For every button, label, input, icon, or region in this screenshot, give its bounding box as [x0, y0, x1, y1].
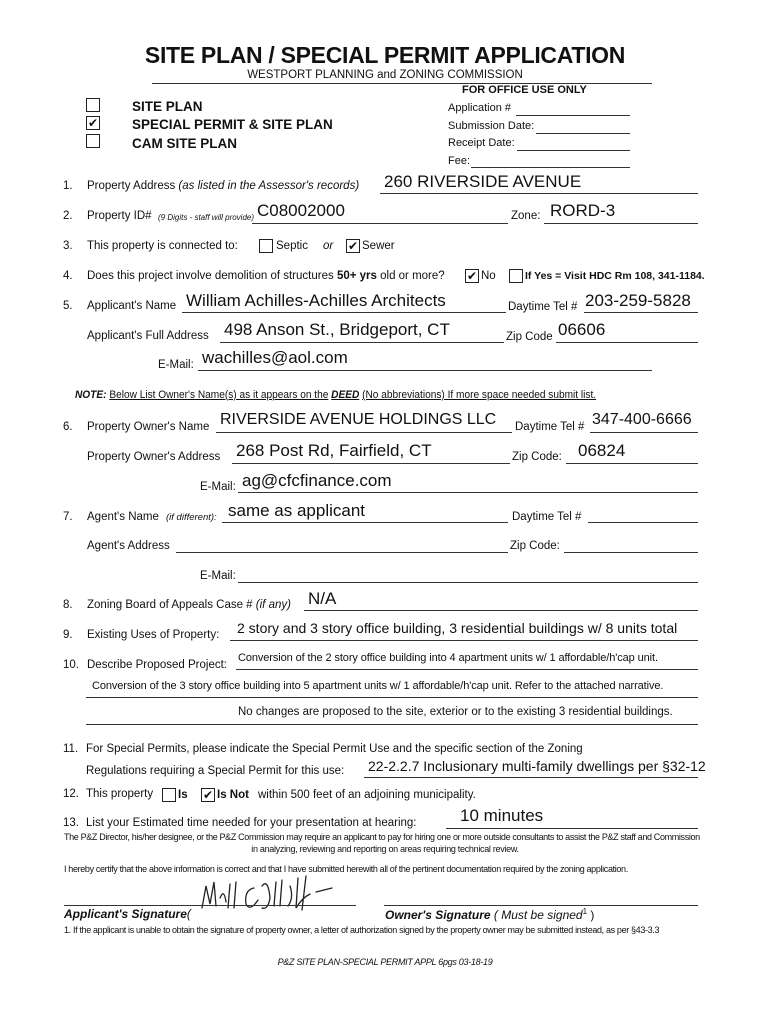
q6-number: 6.	[63, 421, 73, 433]
special-permit-checkbox[interactable]: ✔	[87, 116, 99, 130]
owner-signature-text: Owner's Signature	[385, 908, 491, 922]
demolition-yes-note: If Yes = Visit HDC Rm 108, 341-1184.	[525, 270, 705, 282]
must-be-signed-text: ( Must be signed	[493, 908, 583, 922]
page-title: SITE PLAN / SPECIAL PERMIT APPLICATION	[144, 42, 626, 68]
applicant-zip-field[interactable]	[556, 342, 698, 343]
office-use-label: FOR OFFICE USE ONLY	[462, 84, 587, 96]
applicant-address-value[interactable]: 498 Anson St., Bridgeport, CT	[224, 320, 450, 339]
agent-name-hint: (if different):	[166, 512, 217, 523]
adjoining-isnot-label: Is Not	[217, 789, 249, 801]
zone-label: Zone:	[511, 210, 541, 222]
cam-site-plan-label: CAM SITE PLAN	[132, 136, 238, 151]
applicant-tel-value[interactable]: 203-259-5828	[585, 291, 691, 310]
agent-name-field[interactable]	[222, 522, 508, 523]
consultant-disclaimer-2: in analyzing, reviewing and reporting on areas requiring technical review.	[251, 844, 519, 854]
applicant-email-value[interactable]: wachilles@aol.com	[202, 348, 348, 367]
property-address-hint: (as listed in the Assessor's records)	[178, 180, 360, 192]
q13-number: 13.	[63, 817, 79, 829]
q4-number: 4.	[63, 270, 73, 282]
demolition-question	[87, 270, 445, 282]
agent-email-label: E-Mail:	[200, 570, 236, 582]
property-id-label: Property ID#	[87, 210, 152, 222]
connection-label: This property is connected to:	[87, 240, 238, 252]
q1-number: 1.	[63, 180, 73, 192]
footnote-marker: 1	[582, 907, 588, 916]
owner-zip-label: Zip Code:	[512, 451, 562, 463]
q2-number: 2.	[63, 210, 73, 222]
zba-case-field[interactable]	[304, 610, 698, 611]
receipt-date-label: Receipt Date:	[448, 137, 515, 149]
owner-email-field[interactable]	[238, 492, 698, 493]
proposed-project-line1[interactable]: Conversion of the 2 story office building into 4 apartment units w/ 1 affordable/h'cap unit.	[238, 652, 658, 664]
proposed-project-field-1[interactable]	[236, 669, 698, 670]
agent-address-field[interactable]	[176, 552, 508, 553]
proposed-project-field-3[interactable]	[86, 724, 698, 725]
agent-email-field[interactable]	[238, 582, 698, 583]
owner-email-label: E-Mail:	[200, 481, 236, 493]
fee-label: Fee:	[448, 155, 471, 167]
zone-field[interactable]	[544, 223, 698, 224]
agent-name-value[interactable]: same as applicant	[228, 501, 366, 520]
zba-case-label	[87, 599, 291, 611]
proposed-project-line2[interactable]: Conversion of the 3 story office building into 5 apartment units w/ 1 affordable/h'cap unit. Refer to the attached narrative.	[92, 680, 664, 692]
applicant-name-label: Applicant's Name	[87, 300, 177, 312]
q8-number: 8.	[63, 599, 73, 611]
applicant-zip-label: Zip Code	[506, 331, 553, 343]
application-number-field[interactable]	[516, 115, 630, 116]
applicant-address-label: Applicant's Full Address	[87, 330, 209, 342]
adjoining-is-checkbox[interactable]	[162, 788, 176, 802]
applicant-email-field[interactable]	[198, 370, 652, 371]
agent-zip-field[interactable]	[564, 552, 698, 553]
adjoining-tail: within 500 feet of an adjoining municipality.	[258, 789, 476, 801]
applicant-signature-label: Applicant's Signature(	[64, 907, 191, 921]
septic-checkbox[interactable]	[259, 239, 273, 253]
owner-tel-field[interactable]	[590, 432, 698, 433]
fee-field[interactable]	[471, 167, 630, 168]
sewer-checkbox[interactable]: ✔	[347, 239, 359, 253]
owner-tel-value[interactable]: 347-400-6666	[592, 411, 692, 428]
certification-text: I hereby certify that the above information is correct and that I have submitted herewith all of the pertinent documentation required by the zoning application.	[64, 864, 628, 874]
owner-name-field[interactable]	[216, 432, 512, 433]
q10-number: 10.	[63, 659, 79, 671]
owner-zip-field[interactable]	[566, 463, 698, 464]
owner-note	[75, 389, 596, 401]
special-permit-use-value[interactable]: 22-2.2.7 Inclusionary multi-family dwellings per §32-12	[368, 758, 706, 774]
demolition-yes-checkbox[interactable]	[509, 269, 523, 283]
applicant-address-field[interactable]	[220, 342, 504, 343]
owner-tel-label: Daytime Tel #	[515, 421, 585, 433]
demolition-no-checkbox[interactable]: ✔	[466, 269, 478, 283]
property-id-field[interactable]	[252, 223, 508, 224]
application-number-label: Application #	[448, 102, 511, 114]
owner-name-label: Property Owner's Name	[87, 421, 210, 433]
existing-uses-label: Existing Uses of Property:	[87, 629, 220, 641]
must-be-signed-close: )	[590, 908, 595, 922]
q11-number: 11.	[63, 743, 79, 755]
property-address-label-text: Property Address	[87, 180, 176, 192]
applicant-name-field[interactable]	[182, 312, 506, 313]
proposed-project-label: Describe Proposed Project:	[87, 659, 227, 671]
proposed-project-field-2[interactable]	[86, 697, 698, 698]
existing-uses-value[interactable]: 2 story and 3 story office building, 3 residential buildings w/ 8 units total	[237, 620, 678, 636]
applicant-tel-field[interactable]	[584, 312, 698, 313]
or-label: or	[323, 240, 334, 252]
page-subtitle: WESTPORT PLANNING and ZONING COMMISSION	[247, 69, 523, 81]
applicant-name-value[interactable]: William Achilles-Achilles Architects	[186, 291, 446, 310]
owner-zip-value[interactable]: 06824	[578, 441, 626, 460]
applicant-signature-field[interactable]	[64, 905, 356, 906]
owner-address-value[interactable]: 268 Post Rd, Fairfield, CT	[236, 441, 432, 460]
receipt-date-field[interactable]	[517, 150, 630, 151]
note-deed: DEED	[331, 389, 360, 401]
page-footer: P&Z SITE PLAN-SPECIAL PERMIT APPL 6pgs 03-18-19	[277, 957, 493, 967]
presentation-time-field[interactable]	[446, 828, 698, 829]
adjoining-is-label: Is	[178, 789, 188, 801]
site-plan-checkbox[interactable]	[86, 98, 100, 112]
property-address-label	[87, 180, 359, 192]
agent-tel-label: Daytime Tel #	[512, 511, 582, 523]
proposed-project-line3[interactable]: No changes are proposed to the site, exterior or to the existing 3 residential buildings.	[238, 706, 673, 718]
applicant-zip-value[interactable]: 06606	[558, 320, 606, 339]
adjoining-isnot-checkbox[interactable]: ✔	[202, 788, 214, 802]
agent-zip-label: Zip Code:	[510, 540, 560, 552]
consultant-disclaimer-1: The P&Z Director, his/her designee, or the P&Z Commission may require an applicant to pay for hiring one or more outside consultants to assist the P&Z staff and Commission	[64, 832, 700, 842]
special-permit-use-line2: Regulations requiring a Special Permit for this use:	[86, 765, 345, 777]
adjoining-label: This property	[86, 788, 154, 800]
special-permit-label: SPECIAL PERMIT & SITE PLAN	[132, 117, 333, 132]
q3-number: 3.	[63, 240, 73, 252]
property-address-value[interactable]: 260 RIVERSIDE AVENUE	[384, 172, 582, 191]
owner-signature-label	[385, 907, 594, 922]
presentation-time-value[interactable]: 10 minutes	[460, 806, 544, 825]
submission-date-label: Submission Date:	[448, 120, 535, 132]
footnote: 1. If the applicant is unable to obtain the signature of property owner, a letter of authorization signed by the property owner may be submitted instead, as per §43-3.3	[64, 925, 660, 935]
note-text-b: (No abbreviations) If more space needed submit list.	[362, 389, 597, 401]
zba-case-value[interactable]: N/A	[308, 589, 337, 608]
agent-address-label: Agent's Address	[87, 540, 170, 552]
applicant-email-label: E-Mail:	[158, 359, 194, 371]
applicant-signature-text: Applicant's Signature	[64, 907, 187, 921]
sewer-label: Sewer	[362, 240, 395, 252]
q12-number: 12.	[63, 788, 79, 800]
property-address-field[interactable]	[380, 193, 698, 194]
demolition-question-a: Does this project involve demolition of structures	[87, 270, 334, 282]
septic-label: Septic	[276, 240, 308, 252]
special-permit-use-line1: For Special Permits, please indicate the Special Permit Use and the specific section of the Zoning	[86, 743, 583, 755]
owner-email-value[interactable]: ag@cfcfinance.com	[242, 471, 392, 490]
demolition-question-b: 50+ yrs	[336, 270, 377, 282]
demolition-no-label: No	[481, 270, 496, 282]
property-id-value[interactable]: C08002000	[257, 201, 345, 220]
submission-date-field[interactable]	[536, 133, 630, 134]
zone-value[interactable]: RORD-3	[550, 201, 616, 220]
zba-case-hint: (if any)	[255, 599, 291, 611]
owner-address-field[interactable]	[232, 463, 510, 464]
agent-name-label: Agent's Name	[87, 511, 159, 523]
property-id-hint: (9 Digits - staff will provide)	[158, 213, 255, 222]
agent-tel-field[interactable]	[588, 522, 698, 523]
special-permit-use-field[interactable]	[364, 777, 698, 778]
presentation-time-label: List your Estimated time needed for your presentation at hearing:	[86, 817, 417, 829]
owner-address-label: Property Owner's Address	[87, 451, 221, 463]
owner-name-value[interactable]: RIVERSIDE AVENUE HOLDINGS LLC	[220, 411, 497, 428]
demolition-question-c: old or more?	[380, 270, 445, 282]
q9-number: 9.	[63, 629, 73, 641]
owner-signature-field[interactable]	[384, 905, 698, 906]
applicant-tel-label: Daytime Tel #	[508, 301, 578, 313]
note-prefix: NOTE:	[75, 389, 107, 401]
cam-site-plan-checkbox[interactable]	[86, 134, 100, 148]
applicant-signature-image	[198, 868, 338, 920]
q5-number: 5.	[63, 300, 73, 312]
existing-uses-field[interactable]	[230, 640, 698, 641]
note-text-a: Below List Owner's Name(s) as it appears on the	[109, 389, 329, 401]
zba-case-label-text: Zoning Board of Appeals Case #	[87, 599, 253, 611]
site-plan-label: SITE PLAN	[132, 99, 203, 114]
q7-number: 7.	[63, 511, 73, 523]
